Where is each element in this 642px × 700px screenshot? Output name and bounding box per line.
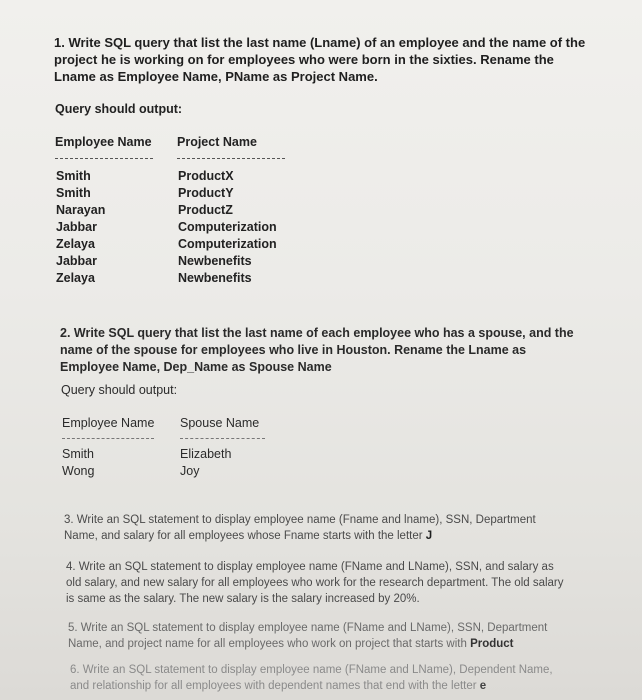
- question-3-text: 3. Write an SQL statement to display employee name (Fname and lname), SSN, Department Name, and salary for all employees whose Fname starts with the letter: [64, 514, 536, 542]
- q1-row-emp: Zelaya: [56, 271, 95, 285]
- q1-row-proj: Newbenefits: [178, 271, 252, 285]
- question-6-letter: e: [479, 680, 487, 692]
- question-4: [66, 559, 566, 607]
- q2-output-label: Query should output:: [61, 383, 178, 397]
- question-6-text: 6. Write an SQL statement to display employee name (FName and LName), Dependent Name, and relationship for all employees with dependent names that end with the letter: [70, 664, 553, 692]
- q2-employee-column: [62, 446, 94, 480]
- question-5-text: 5. Write an SQL statement to display employee name (FName and LName), SSN, Department Name, and project name for all employees who work on project that starts with: [68, 622, 548, 650]
- q1-row-proj: Computerization: [178, 237, 277, 251]
- question-5-keyword: Product: [470, 638, 514, 650]
- question-6: [70, 662, 570, 694]
- question-2: [60, 325, 585, 376]
- q1-row-emp: Smith: [56, 169, 91, 183]
- q2-col1-underline: [62, 438, 154, 439]
- q1-row-emp: Zelaya: [56, 237, 95, 251]
- q2-col-employee-name: Employee Name: [62, 416, 155, 430]
- q1-row-emp: Jabbar: [56, 220, 97, 234]
- q1-col-project-name: Project Name: [177, 135, 257, 149]
- q1-row-proj: Newbenefits: [178, 254, 252, 268]
- q1-project-column: [178, 168, 277, 287]
- question-5: [68, 620, 568, 652]
- q1-row-emp: Smith: [56, 186, 91, 200]
- q2-row-spouse: Joy: [180, 464, 200, 478]
- q1-row-emp: Jabbar: [56, 254, 97, 268]
- question-3: [64, 512, 554, 544]
- question-3-letter: J: [425, 530, 433, 542]
- q1-col2-underline: [177, 158, 285, 159]
- q1-col-employee-name: Employee Name: [55, 135, 152, 149]
- q1-row-emp: Narayan: [56, 203, 106, 217]
- q1-row-proj: Computerization: [178, 220, 277, 234]
- question-4-text: 4. Write an SQL statement to display employee name (FName and LName), SSN, and salary as old salary, and new salary for all employees who work for the research department. The old salary is same as the salary. The new salary is the salary increased by 20%.: [66, 561, 564, 605]
- q2-col2-underline: [180, 438, 265, 439]
- q1-output-label: Query should output:: [55, 102, 183, 116]
- q2-spouse-column: [180, 446, 231, 480]
- question-1: [54, 34, 594, 85]
- q1-row-proj: ProductX: [178, 169, 234, 183]
- q2-col-spouse-name: Spouse Name: [180, 416, 260, 430]
- q2-row-spouse: Elizabeth: [180, 447, 232, 461]
- q1-row-proj: ProductZ: [178, 203, 233, 217]
- question-2-text: 2. Write SQL query that list the last name of each employee who has a spouse, and the name of the spouse for employees who live in Houston. Rename the Lname as Employee Name, Dep_Name as Spouse Name: [60, 326, 574, 374]
- q1-employee-column: [56, 168, 105, 287]
- question-1-text: 1. Write SQL query that list the last name (Lname) of an employee and the name of the project he is working on for employees who were born in the sixties. Rename the Lname as Employee Name, PName as Project Name.: [54, 35, 586, 84]
- q1-row-proj: ProductY: [178, 186, 234, 200]
- q2-row-emp: Wong: [62, 464, 95, 478]
- q1-col1-underline: [55, 158, 153, 159]
- q2-row-emp: Smith: [62, 447, 94, 461]
